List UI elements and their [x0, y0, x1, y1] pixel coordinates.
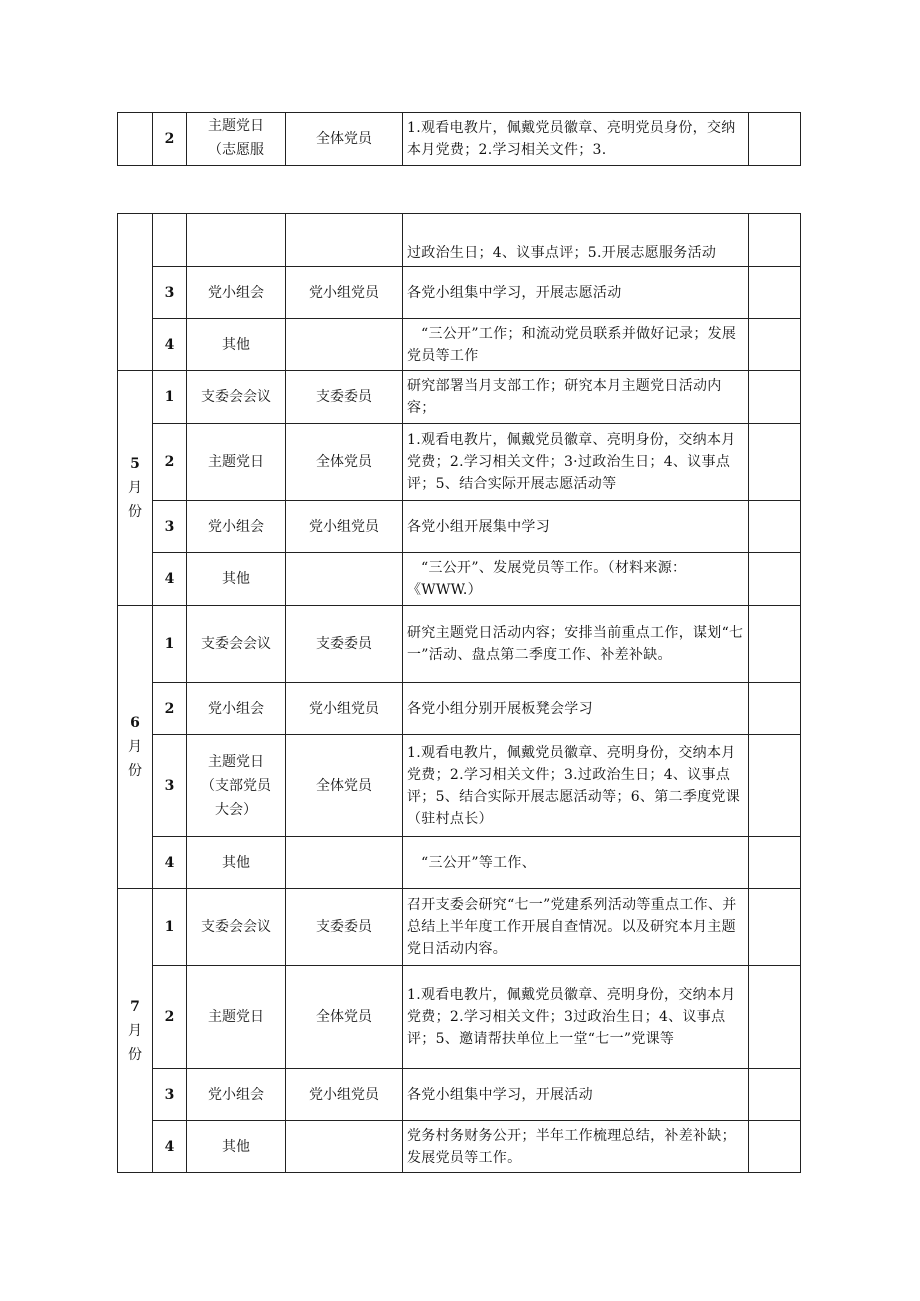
- participants-cell: 全体党员: [286, 735, 403, 837]
- table-row: [118, 424, 801, 501]
- content-cell: 过政治生日；4、议事点评；5.开展志愿服务活动: [403, 214, 749, 267]
- participants-cell: [286, 553, 403, 606]
- row-number: 3: [153, 267, 187, 319]
- table-row: [118, 683, 801, 735]
- remarks-cell: [749, 735, 801, 837]
- participants-cell: 全体党员: [286, 113, 403, 166]
- activity-cell: 支委会会议: [187, 889, 286, 966]
- table-row: [118, 837, 801, 889]
- table-row: [118, 267, 801, 319]
- table-row: [118, 501, 801, 553]
- content-cell: 各党小组分别开展板凳会学习: [403, 683, 749, 735]
- activity-line: 主题党日: [208, 753, 264, 770]
- table-row: [118, 1121, 801, 1173]
- content-cell: 1.观看电教片，佩戴党员徽章、亮明身份，交纳本月党费；2.学习相关文件；3·过政治生日；4、议事点评；5、结合实际开展志愿活动等: [403, 424, 749, 501]
- activity-cell: 其他: [187, 553, 286, 606]
- month-cell: [118, 214, 153, 371]
- activity-cell: 其他: [187, 1121, 286, 1173]
- month-cell: [118, 113, 153, 166]
- content-cell: 1.观看电教片，佩戴党员徽章、亮明身份，交纳本月党费；2.学习相关文件；3.过政治生日；4、议事点评；5、结合实际开展志愿活动等；6、第二季度党课（驻村点长）: [403, 735, 749, 837]
- remarks-cell: [749, 267, 801, 319]
- participants-cell: 支委委员: [286, 889, 403, 966]
- remarks-cell: [749, 966, 801, 1069]
- row-number: 2: [153, 966, 187, 1069]
- table-row: [118, 1069, 801, 1121]
- table-row: [118, 319, 801, 371]
- participants-cell: 支委委员: [286, 371, 403, 424]
- table-row: [118, 606, 801, 683]
- participants-cell: [286, 1121, 403, 1173]
- remarks-cell: [749, 1069, 801, 1121]
- content-cell: “三公开”工作；和流动党员联系并做好记录；发展党员等工作: [403, 319, 749, 371]
- remarks-cell: [749, 214, 801, 267]
- activity-cell: [187, 735, 286, 837]
- row-number: 1: [153, 606, 187, 683]
- row-number: 3: [153, 735, 187, 837]
- row-number: 2: [153, 113, 187, 166]
- participants-cell: 党小组党员: [286, 267, 403, 319]
- participants-cell: [286, 837, 403, 889]
- remarks-cell: [749, 837, 801, 889]
- remarks-cell: [749, 424, 801, 501]
- activity-cell: 党小组会: [187, 1069, 286, 1121]
- activity-cell: 支委会会议: [187, 606, 286, 683]
- participants-cell: [286, 214, 403, 267]
- remarks-cell: [749, 501, 801, 553]
- activity-line: （志愿服: [208, 141, 264, 158]
- table-row: [118, 966, 801, 1069]
- month-cell: [118, 606, 153, 889]
- activity-cell: [187, 113, 286, 166]
- activity-cell: 其他: [187, 837, 286, 889]
- participants-cell: 党小组党员: [286, 683, 403, 735]
- content-cell: 召开支委会研究“七一”党建系列活动等重点工作、并总结上半年度工作开展自查情况。以及研究本月主题党日活动内容。: [403, 889, 749, 966]
- remarks-cell: [749, 113, 801, 166]
- table-row: [118, 214, 801, 267]
- content-cell: “三公开”、发展党员等工作。（材料来源：《WWW.）: [403, 553, 749, 606]
- table-row: [118, 113, 801, 166]
- content-cell: 各党小组集中学习，开展志愿活动: [403, 267, 749, 319]
- table-row: [118, 371, 801, 424]
- month-cell: [118, 889, 153, 1173]
- row-number: 3: [153, 501, 187, 553]
- remarks-cell: [749, 606, 801, 683]
- remarks-cell: [749, 683, 801, 735]
- row-number: 3: [153, 1069, 187, 1121]
- content-cell: 党务村务财务公开；半年工作梳理总结，补差补缺；发展党员等工作。: [403, 1121, 749, 1173]
- content-cell: 1.观看电教片，佩戴党员徽章、亮明身份，交纳本月党费；2.学习相关文件；3过政治生日；4、议事点评；5、邀请帮扶单位上一堂“七一”党课等: [403, 966, 749, 1069]
- month-label: 5月 份: [128, 456, 142, 520]
- row-number: 4: [153, 1121, 187, 1173]
- participants-cell: 全体党员: [286, 424, 403, 501]
- table-row: [118, 735, 801, 837]
- content-cell: “三公开”等工作、: [403, 837, 749, 889]
- row-number: 2: [153, 424, 187, 501]
- activity-cell: 党小组会: [187, 683, 286, 735]
- content-cell: 研究主题党日活动内容；安排当前重点工作，谋划“七一”活动、盘点第二季度工作、补差补缺。: [403, 606, 749, 683]
- month-label: 7月 份: [128, 998, 142, 1063]
- participants-cell: 党小组党员: [286, 1069, 403, 1121]
- participants-cell: 全体党员: [286, 966, 403, 1069]
- remarks-cell: [749, 319, 801, 371]
- month-label: 6月 份: [128, 715, 142, 779]
- remarks-cell: [749, 371, 801, 424]
- plan-table-main: [117, 213, 801, 1173]
- row-number: 1: [153, 889, 187, 966]
- row-number: 4: [153, 837, 187, 889]
- content-cell: 1.观看电教片，佩戴党员徽章、亮明党员身份，交纳本月党费；2.学习相关文件；3.: [403, 113, 749, 166]
- activity-line: （支部党员: [201, 777, 271, 794]
- table-row: [118, 889, 801, 966]
- activity-cell: 党小组会: [187, 501, 286, 553]
- remarks-cell: [749, 889, 801, 966]
- month-cell: [118, 371, 153, 606]
- activity-cell: 其他: [187, 319, 286, 371]
- content-cell: 各党小组开展集中学习: [403, 501, 749, 553]
- content-cell: 各党小组集中学习，开展活动: [403, 1069, 749, 1121]
- row-number: 4: [153, 319, 187, 371]
- activity-line: 大会）: [215, 801, 257, 818]
- participants-cell: 党小组党员: [286, 501, 403, 553]
- activity-cell: [187, 214, 286, 267]
- row-number: 1: [153, 371, 187, 424]
- plan-table-top: [117, 112, 801, 166]
- activity-line: 主题党日: [208, 117, 264, 134]
- row-number: 4: [153, 553, 187, 606]
- row-number: [153, 214, 187, 267]
- row-number: 2: [153, 683, 187, 735]
- activity-cell: 主题党日: [187, 424, 286, 501]
- participants-cell: 支委委员: [286, 606, 403, 683]
- activity-cell: 主题党日: [187, 966, 286, 1069]
- remarks-cell: [749, 553, 801, 606]
- table-row: [118, 553, 801, 606]
- participants-cell: [286, 319, 403, 371]
- remarks-cell: [749, 1121, 801, 1173]
- content-cell: 研究部署当月支部工作；研究本月主题党日活动内容；: [403, 371, 749, 424]
- activity-cell: 党小组会: [187, 267, 286, 319]
- activity-cell: 支委会会议: [187, 371, 286, 424]
